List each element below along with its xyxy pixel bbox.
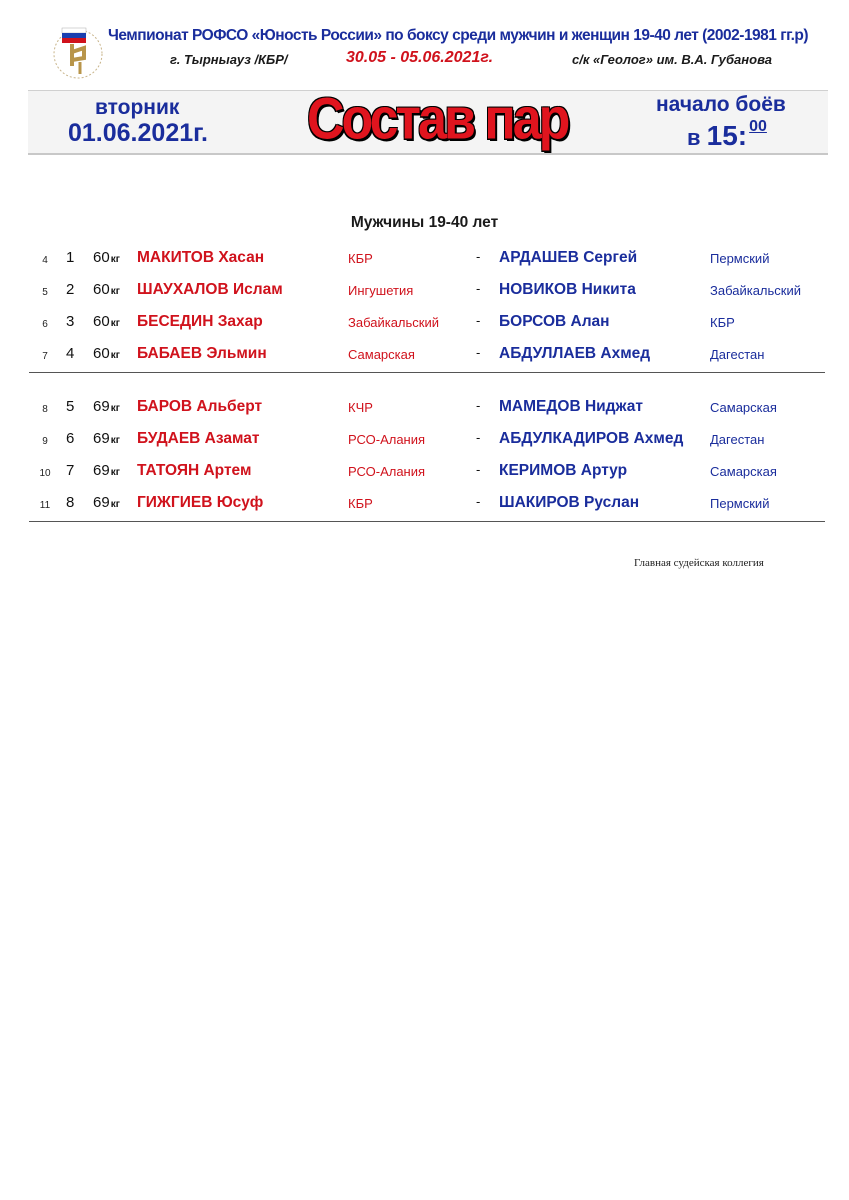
start-time: [687, 118, 767, 152]
weight-class: [93, 398, 120, 415]
separator: -: [476, 345, 481, 360]
divider: [29, 372, 825, 373]
city: г. Тырныауз /КБР/: [170, 52, 288, 67]
divider: [29, 521, 825, 522]
separator: -: [476, 313, 481, 328]
bout-number: 7: [66, 462, 75, 479]
red-corner-name: МАКИТОВ Хасан: [137, 249, 265, 266]
weight-unit: кг: [110, 499, 120, 510]
separator: -: [476, 462, 481, 477]
table-row: [0, 313, 849, 345]
blue-corner-name: ШАКИРОВ Руслан: [499, 494, 640, 511]
weight-class: [93, 462, 120, 479]
row-index: 9: [42, 436, 48, 447]
separator: -: [476, 281, 481, 296]
blue-corner-region: Самарская: [710, 464, 777, 479]
start-label: начало боёв: [656, 93, 786, 116]
weight-class: [93, 249, 120, 266]
blue-corner-region: Дагестан: [710, 347, 765, 362]
red-corner-region: Ингушетия: [348, 283, 414, 298]
bout-number: 3: [66, 313, 75, 330]
weight-unit: кг: [110, 254, 120, 265]
row-index: 10: [39, 468, 51, 479]
blue-corner-region: Дагестан: [710, 432, 765, 447]
red-corner-region: КБР: [348, 496, 373, 511]
weight-value: 69: [93, 430, 110, 447]
blue-corner-region: Пермский: [710, 496, 770, 511]
weight-value: 69: [93, 398, 110, 415]
blue-corner-name: НОВИКОВ Никита: [499, 281, 636, 298]
weight-value: 69: [93, 462, 110, 479]
table-row: [0, 462, 849, 494]
weight-value: 60: [93, 281, 110, 298]
weight-unit: кг: [110, 403, 120, 414]
bout-date: 01.06.2021г.: [68, 119, 208, 147]
row-index: 8: [42, 404, 48, 415]
red-corner-region: РСО-Алания: [348, 464, 426, 479]
weight-value: 60: [93, 249, 110, 266]
venue: с/к «Геолог» им. В.А. Губанова: [572, 52, 772, 67]
blue-corner-name: АБДУЛЛАЕВ Ахмед: [499, 345, 651, 362]
red-corner-region: РСО-Алания: [348, 432, 426, 447]
table-row: [0, 398, 849, 430]
bout-number: 4: [66, 345, 75, 362]
weight-unit: кг: [110, 435, 120, 446]
row-index: 7: [42, 351, 48, 362]
blue-corner-name: КЕРИМОВ Артур: [499, 462, 628, 479]
separator: -: [476, 430, 481, 445]
bout-number: 6: [66, 430, 75, 447]
weight-unit: кг: [110, 467, 120, 478]
blue-corner-region: Забайкальский: [710, 283, 801, 298]
weekday: вторник: [95, 96, 180, 119]
red-corner-name: БАРОВ Альберт: [137, 398, 263, 415]
separator: -: [476, 249, 481, 264]
red-corner-name: ГИЖГИЕВ Юсуф: [137, 494, 264, 511]
blue-corner-region: Пермский: [710, 251, 770, 266]
row-index: 11: [39, 500, 51, 511]
event-dates: 30.05 - 05.06.2021г.: [346, 49, 494, 66]
weight-value: 60: [93, 313, 110, 330]
red-corner-region: КБР: [348, 251, 373, 266]
yunost-rossii-logo: [50, 22, 106, 82]
red-corner-name: БУДАЕВ Азамат: [137, 430, 260, 447]
row-index: 4: [42, 255, 48, 266]
red-corner-region: Самарская: [348, 347, 415, 362]
weight-unit: кг: [110, 286, 120, 297]
weight-unit: кг: [110, 350, 120, 361]
start-prefix: в: [687, 125, 701, 150]
red-corner-region: КЧР: [348, 400, 373, 415]
table-row: [0, 430, 849, 462]
row-index: 6: [42, 319, 48, 330]
row-index: 5: [42, 287, 48, 298]
weight-class: [93, 313, 120, 330]
weight-unit: кг: [110, 318, 120, 329]
weight-class: [93, 430, 120, 447]
blue-corner-region: Самарская: [710, 400, 777, 415]
weight-class: [93, 281, 120, 298]
separator: -: [476, 494, 481, 509]
bout-number: 5: [66, 398, 75, 415]
red-corner-region: Забайкальский: [348, 315, 439, 330]
weight-value: 60: [93, 345, 110, 362]
blue-corner-name: АРДАШЕВ Сергей: [499, 249, 638, 266]
championship-title: Чемпионат РОФСО «Юность России» по боксу среди мужчин и женщин 19-40 лет (2002-1981 гг.р): [108, 27, 809, 44]
red-corner-name: БЕСЕДИН Захар: [137, 313, 263, 330]
table-row: [0, 249, 849, 281]
start-hour: 15:: [706, 120, 748, 151]
page-title: Состав пар: [307, 87, 568, 153]
bout-number: 2: [66, 281, 75, 298]
bout-number: 1: [66, 249, 75, 266]
red-corner-name: ТАТОЯН Артем: [137, 462, 252, 479]
category-title: Мужчины 19-40 лет: [350, 214, 499, 231]
weight-value: 69: [93, 494, 110, 511]
weight-class: [93, 345, 120, 362]
blue-corner-name: АБДУЛКАДИРОВ Ахмед: [499, 430, 684, 447]
separator: -: [476, 398, 481, 413]
weight-class: [93, 494, 120, 511]
table-row: [0, 281, 849, 313]
judges-note: Главная судейская коллегия: [634, 557, 764, 569]
blue-corner-name: БОРСОВ Алан: [499, 313, 610, 330]
blue-corner-region: КБР: [710, 315, 735, 330]
red-corner-name: ШАУХАЛОВ Ислам: [137, 281, 283, 298]
start-minutes: 00: [749, 118, 767, 135]
blue-corner-name: МАМЕДОВ Ниджат: [499, 398, 643, 415]
bout-number: 8: [66, 494, 75, 511]
red-corner-name: БАБАЕВ Эльмин: [137, 345, 267, 362]
